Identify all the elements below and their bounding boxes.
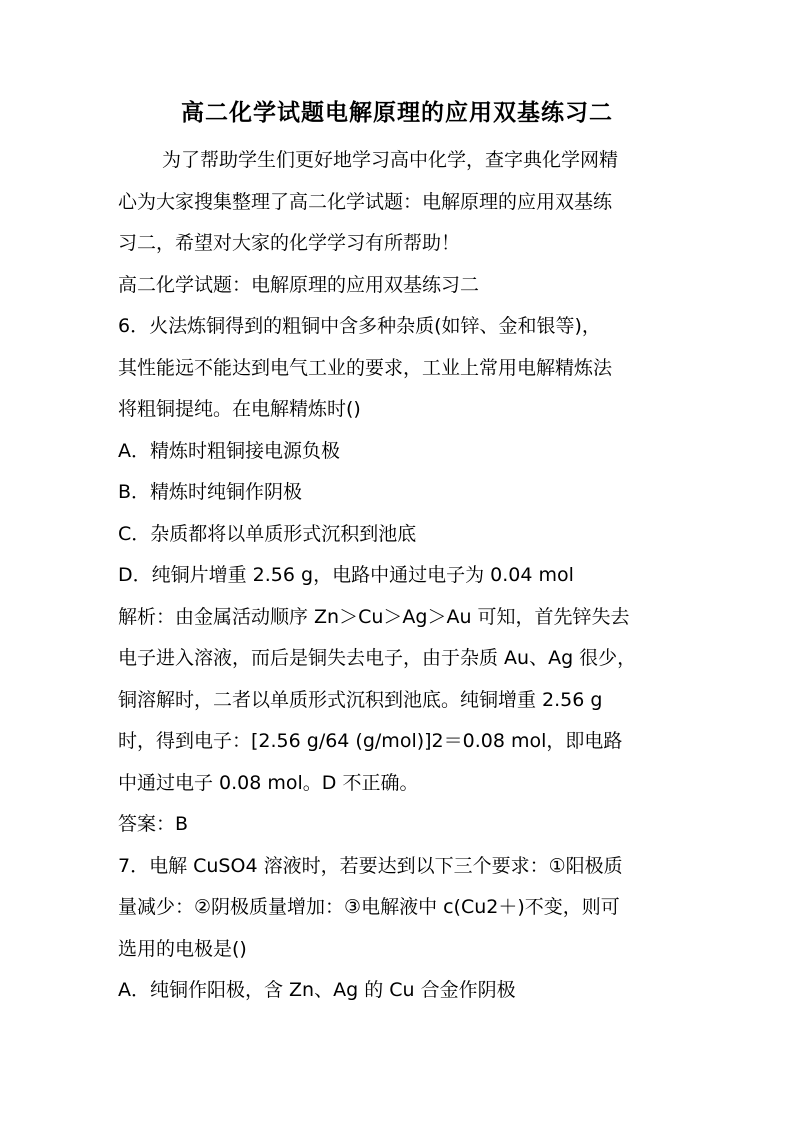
question-6-option-c: C．杂质都将以单质形式沉积到池底: [118, 522, 417, 545]
question-6-analysis: 铜溶解时，二者以单质形式沉积到池底。纯铜增重 2.56 g: [118, 688, 603, 711]
question-7-text: 选用的电极是(): [118, 937, 247, 960]
question-6-analysis: 中通过电子 0.08 mol。D 不正确。: [118, 771, 419, 794]
question-6-text: 其性能远不能达到电气工业的要求，工业上常用电解精炼法: [118, 356, 613, 379]
document-title: 高二化学试题电解原理的应用双基练习二: [181, 99, 613, 126]
question-7-text: 7．电解 CuSO4 溶液时，若要达到以下三个要求：①阳极质: [118, 854, 623, 877]
question-6-option-d: D．纯铜片增重 2.56 g，电路中通过电子为 0.04 mol: [118, 564, 574, 586]
question-7-text: 量减少：②阴极质量增加：③电解液中 c(Cu2＋)不变，则可: [118, 896, 620, 918]
document-body: [118, 140, 678, 1012]
intro-paragraph-line: 心为大家搜集整理了高二化学试题：电解原理的应用双基练: [118, 190, 613, 213]
question-6-answer: 答案：B: [118, 813, 189, 835]
question-6-text: 6．火法炼铜得到的粗铜中含多种杂质(如锌、金和银等)，: [118, 315, 601, 337]
question-6-analysis: 时，得到电子：[2.56 g/64 (g/mol)]2＝0.08 mol，即电路: [118, 730, 623, 752]
intro-paragraph-line: 习二，希望对大家的化学学习有所帮助！: [118, 232, 461, 254]
question-7-option-a: A．纯铜作阳极，含 Zn、Ag 的 Cu 合金作阴极: [118, 979, 516, 1001]
question-6-analysis: 电子进入溶液，而后是铜失去电子，由于杂质 Au、Ag 很少，: [118, 647, 637, 669]
question-6-option-a: A．精炼时粗铜接电源负极: [118, 439, 340, 462]
section-heading: 高二化学试题：电解原理的应用双基练习二: [118, 273, 480, 296]
question-6-analysis: 解析：由金属活动顺序 Zn＞Cu＞Ag＞Au 可知，首先锌失去: [118, 605, 630, 628]
question-6-option-b: B．精炼时纯铜作阴极: [118, 481, 303, 503]
question-6-text: 将粗铜提纯。在电解精炼时(): [118, 398, 361, 420]
intro-paragraph-line: 为了帮助学生们更好地学习高中化学，查字典化学网精: [162, 149, 619, 171]
